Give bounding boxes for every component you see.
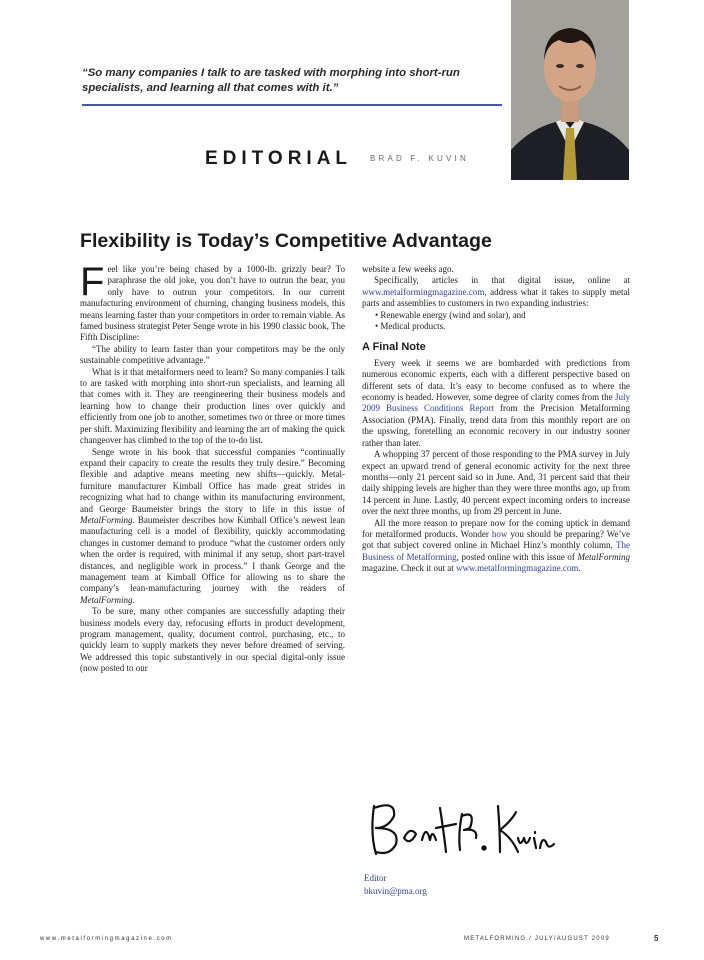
paragraph <box>80 447 345 607</box>
left-column <box>80 260 345 675</box>
right-column <box>362 264 630 575</box>
website-link[interactable]: www.metalformingmagazine.com <box>362 286 485 297</box>
paragraph-text: you should be preparing? We’ve got that subject covered online in Michael Hinz’s monthly column, <box>362 528 631 551</box>
paragraph-text: eel like you’re being chased by a 1000-lb. grizzly bear? To paraphrase the old joke, you don’t have to outrun the bear, you only have to outrun your competitors. In our current manufacturing environment of churning, changing business models, this means learning faster than your competitors in order to remain viable. As famed business strategist Peter Senge wrote in his 1990 classic book, The Fifth Discipline: <box>80 264 345 343</box>
magazine-name: MetalForming <box>80 514 133 525</box>
drop-cap: F <box>80 260 105 304</box>
column-link[interactable]: The Business of Metalforming <box>362 540 630 562</box>
paragraph-text: Specifically, articles in that digital issue, online at <box>374 275 630 286</box>
subhead: A Final Note <box>362 341 426 354</box>
paragraph <box>362 358 630 449</box>
paragraph-text: from the Precision Metalforming Association (PMA). Finally, trend data from this monthly report are on the upswing, foretelling an economic recovery in our industry sooner rather than later. <box>362 403 630 448</box>
industry-list <box>362 310 630 333</box>
paragraph <box>362 518 630 575</box>
author-photo <box>511 0 629 180</box>
paragraph-text: , address what it takes to supply metal parts and assemblies to customers in two expanding industries: <box>362 286 630 309</box>
paragraph-text: Senge wrote in his book that successful companies “continually expand their capacity to create the results they truly desire.” Becoming flexible and adaptive means meeting new shifts—quickly. Metal-furniture manufacturer Kimball Office has made great strides in recognizing what had to change within its manufacturing environment, and George Baumeister brings the story to life in this issue of <box>80 446 345 514</box>
pull-quote: “So many companies I talk to are tasked with morphing into short-run specialists, and learning all that comes with it.” <box>82 67 460 94</box>
paragraph: What is it that metalformers need to learn? So many companies I talk to are tasked with morphing into short-run specialists, and learning all that comes with it. They are reengineering their business models and learning how to change their production lines over quickly and efficiently from one job to another, sometimes two or three or more times per shift. Maximizing flexibility and learning the art of making the quick changeover has climbed to the top of the to-do list. <box>80 366 345 446</box>
report-link[interactable]: July 2009 Business Conditions Report <box>362 392 630 414</box>
footer-publication: METALFORMING / JULY/AUGUST 2009 <box>464 936 610 942</box>
paragraph <box>80 260 345 344</box>
editor-email-link[interactable]: bkuvin@pma.org <box>364 886 427 896</box>
editor-title: Editor <box>364 873 387 883</box>
author-byline: BRAD F. KUVIN <box>370 154 469 163</box>
headline: Flexibility is Today’s Competitive Advantage <box>80 230 492 252</box>
paragraph-text: , posted online with this issue of <box>456 551 578 562</box>
pull-quote-rule <box>82 104 502 106</box>
magazine-name: MetalForming <box>577 551 630 562</box>
signature-image <box>366 794 556 864</box>
paragraph: website a few weeks ago. <box>362 264 454 274</box>
footer-website[interactable]: www.metalformingmagazine.com <box>40 936 173 942</box>
paragraph: To be sure, many other companies are successfully adapting their business models every day, refocusing efforts in product development, program management, quality, document control, purchasing, etc., to quickly learn to supply markets they never before dreamed of serving. We addressed this topic substantively in our special digital-only issue (now posted to our <box>80 606 345 674</box>
page-number: 5 <box>654 934 659 943</box>
paragraph-text: . Baumeister describes how Kimball Office’s newest lean manufacturing cell is a model of flexibility, quickly accommodating changes in customer demand to produce “what the customer orders only when the order is required, with minimal if any setup, short part-travel distances, and negligible work in process.” I thank George and the management team at Kimball Office for allowing us to share the company’s lean-manufacturing journey with the readers of <box>80 514 345 594</box>
section-label: EDITORIAL <box>205 148 353 169</box>
website-link[interactable]: www.metalformingmagazine.com <box>455 563 579 574</box>
paragraph-text: Every week it seems we are bombarded with predictions from numerous economic experts, each with a different perspective based on different sets of data. It’s easy to become confused as to where the economy is headed. However, some degree of clarity comes from the <box>362 357 630 403</box>
magazine-name: MetalForming <box>80 594 133 605</box>
paragraph <box>362 275 630 309</box>
how-link[interactable]: how <box>491 528 508 539</box>
list-item: • Renewable energy (wind and solar), and <box>375 309 526 320</box>
paragraph-text: All the more reason to prepare now for the coming uptick in demand for metalformed products. Wonder <box>362 517 630 539</box>
paragraph-text: . <box>578 563 581 574</box>
paragraph-text: . <box>132 594 135 605</box>
list-item: • Medical products. <box>375 321 446 332</box>
paragraph: A whopping 37 percent of those responding to the PMA survey in July expect an upward trend of general economic activity for the next three months—only 21 percent said so in June. And, 31 percent said that their daily shipping levels are higher than they were three months ago, up from 14 percent in June. Lastly, 40 percent expect incoming orders to increase over the next three months, up from 29 percent in June. <box>362 449 630 517</box>
paragraph: “The ability to learn faster than your competitors may be the only sustainable competitive advantage.” <box>80 343 345 366</box>
paragraph-text: magazine. Check it out at <box>362 563 456 574</box>
